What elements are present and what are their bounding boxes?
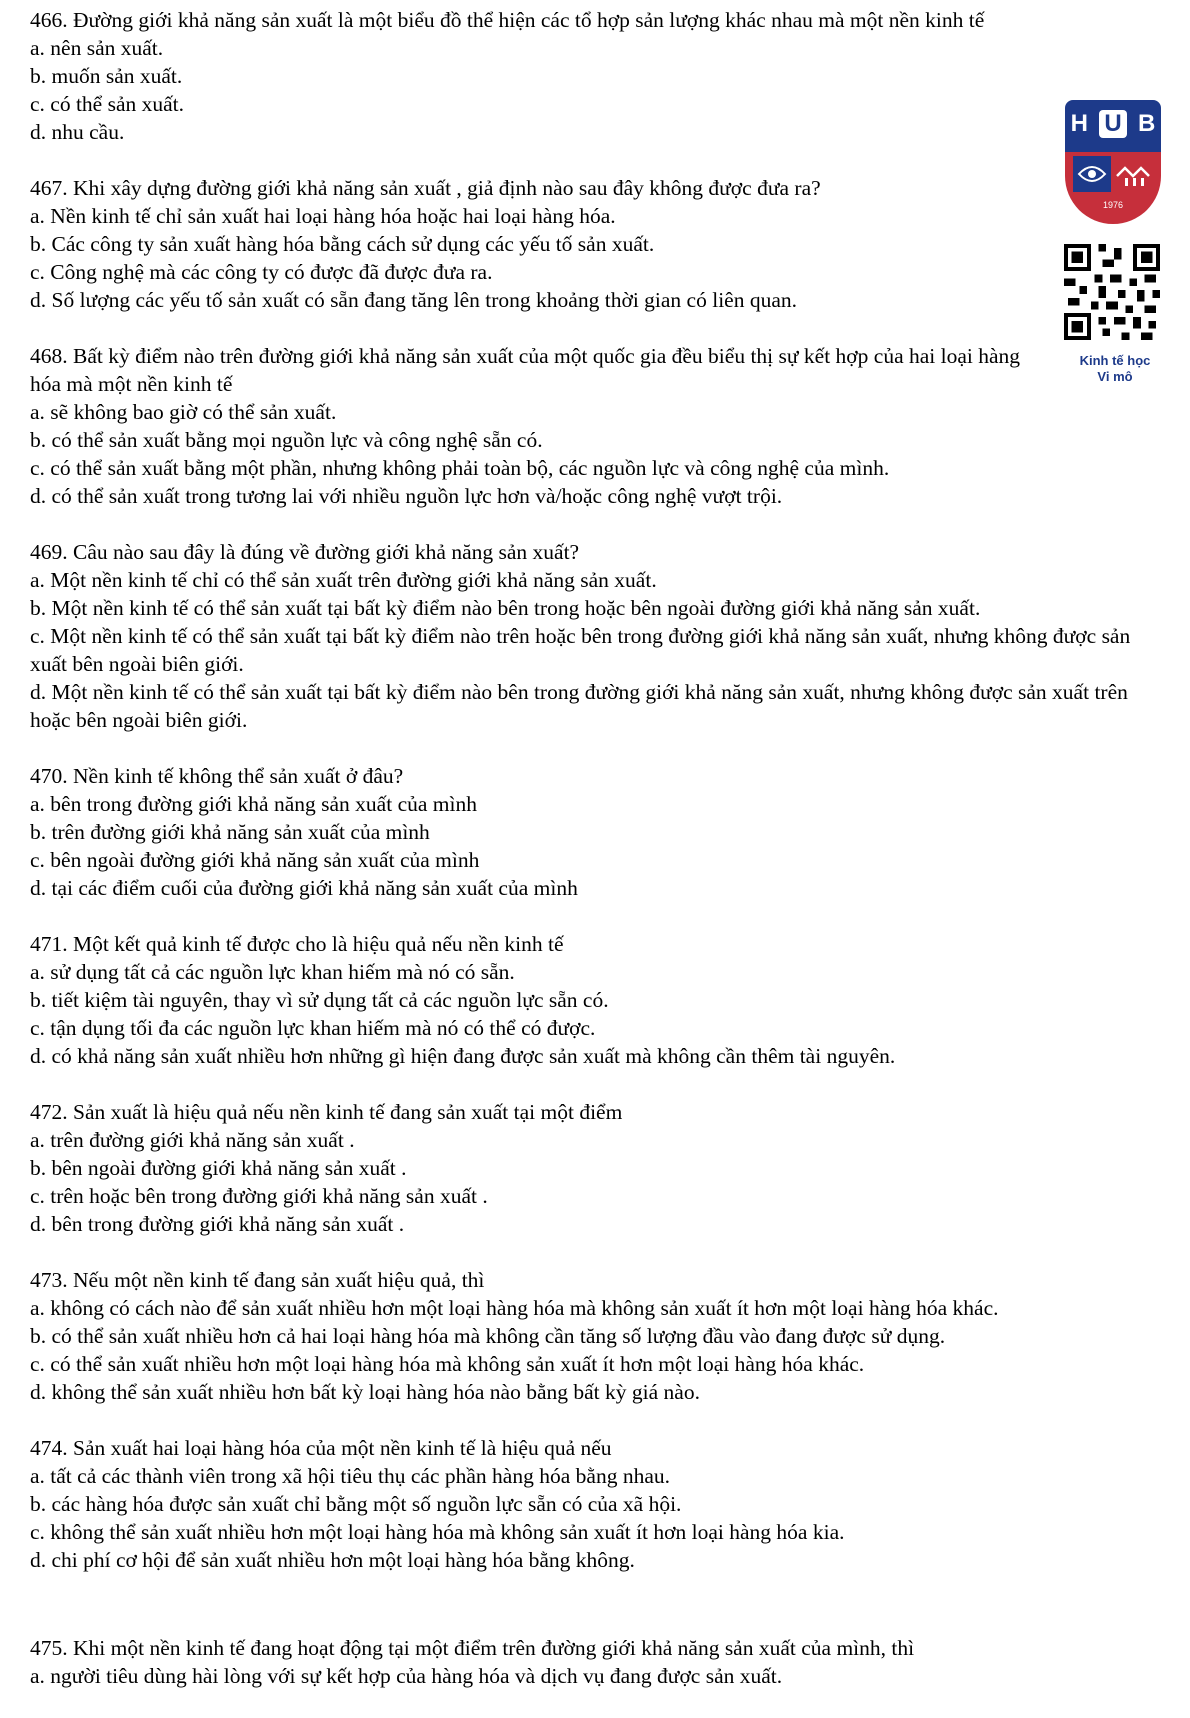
question-stem: 468. Bất kỳ điểm nào trên đường giới khả năng sản xuất của một quốc gia đều biểu thị sự kết hợp của hai loại hàng hóa mà một nền kinh tế [30, 344, 1021, 396]
option-c: c. Một nền kinh tế có thể sản xuất tại bất kỳ điểm nào trên hoặc bên trong đường giới khả năng sản xuất, nhưng không được sản xuất bên ngoài biên giới. [30, 624, 1131, 676]
option-c: c. tận dụng tối đa các nguồn lực khan hiếm mà nó có thể có được. [30, 1016, 596, 1040]
option-b: b. tiết kiệm tài nguyên, thay vì sử dụng tất cả các nguồn lực sẵn có. [30, 988, 609, 1012]
option-c: c. có thể sản xuất nhiều hơn một loại hàng hóa mà không sản xuất ít hơn một loại hàng hóa khác. [30, 1352, 865, 1376]
question-stem: 467. Khi xây dựng đường giới khả năng sản xuất , giả định nào sau đây không được đưa ra? [30, 176, 821, 200]
option-c: c. Công nghệ mà các công ty có được đã được đưa ra. [30, 260, 493, 284]
question-475 [30, 1634, 1170, 1690]
option-d: d. Số lượng các yếu tố sản xuất có sẵn đang tăng lên trong khoảng thời gian có liên quan. [30, 288, 798, 312]
option-c: c. có thể sản xuất bằng một phần, nhưng không phải toàn bộ, các nguồn lực và công nghệ của mình. [30, 456, 890, 480]
option-c: c. trên hoặc bên trong đường giới khả năng sản xuất . [30, 1184, 488, 1208]
question-stem: 473. Nếu một nền kinh tế đang sản xuất hiệu quả, thì [30, 1268, 485, 1292]
question-stem: 470. Nền kinh tế không thể sản xuất ở đâu? [30, 764, 404, 788]
question-stem: 474. Sản xuất hai loại hàng hóa của một nền kinh tế là hiệu quả nếu [30, 1436, 612, 1460]
question-stem: 472. Sản xuất là hiệu quả nếu nền kinh tế đang sản xuất tại một điểm [30, 1100, 623, 1124]
logo-letters: H U B [1070, 110, 1156, 137]
brand-sidebar [1060, 100, 1170, 385]
question-470 [30, 762, 1170, 902]
option-b: b. Một nền kinh tế có thể sản xuất tại bất kỳ điểm nào bên trong hoặc bên ngoài đường giới khả năng sản xuất. [30, 596, 981, 620]
option-b: b. muốn sản xuất. [30, 64, 183, 88]
course-title: Kinh tế học Vi mô [1079, 353, 1151, 384]
hub-logo [1065, 100, 1161, 224]
question-467 [30, 174, 1170, 314]
question-468 [30, 342, 1170, 510]
question-473 [30, 1266, 1170, 1406]
option-c: c. có thể sản xuất. [30, 92, 185, 116]
question-474 [30, 1434, 1170, 1574]
question-469 [30, 538, 1170, 734]
question-stem: 469. Câu nào sau đây là đúng về đường giới khả năng sản xuất? [30, 540, 580, 564]
option-b: b. trên đường giới khả năng sản xuất của mình [30, 820, 430, 844]
option-d: d. có thể sản xuất trong tương lai với nhiều nguồn lực hơn và/hoặc công nghệ vượt trội. [30, 484, 783, 508]
option-a: a. Một nền kinh tế chỉ có thể sản xuất trên đường giới khả năng sản xuất. [30, 568, 657, 592]
option-b: b. có thể sản xuất nhiều hơn cả hai loại hàng hóa mà không cần tăng số lượng đầu vào đang được sử dụng. [30, 1324, 946, 1348]
option-c: c. không thể sản xuất nhiều hơn một loại hàng hóa mà không sản xuất ít hơn loại hàng hóa kia. [30, 1520, 845, 1544]
option-d: d. nhu cầu. [30, 120, 125, 144]
question-stem: 475. Khi một nền kinh tế đang hoạt động tại một điểm trên đường giới khả năng sản xuất của mình, thì [30, 1636, 915, 1660]
option-d: d. tại các điểm cuối của đường giới khả năng sản xuất của mình [30, 876, 578, 900]
option-a: a. tất cả các thành viên trong xã hội tiêu thụ các phần hàng hóa bằng nhau. [30, 1464, 670, 1488]
option-a: a. trên đường giới khả năng sản xuất . [30, 1128, 355, 1152]
qr-code-icon [1064, 244, 1160, 340]
question-466 [30, 6, 1170, 146]
option-a: a. Nền kinh tế chỉ sản xuất hai loại hàng hóa hoặc hai loại hàng hóa. [30, 204, 616, 228]
option-d: d. chi phí cơ hội để sản xuất nhiều hơn một loại hàng hóa bằng không. [30, 1548, 635, 1572]
option-d: d. bên trong đường giới khả năng sản xuất . [30, 1212, 405, 1236]
option-b: b. Các công ty sản xuất hàng hóa bằng cách sử dụng các yếu tố sản xuất. [30, 232, 655, 256]
option-a: a. sẽ không bao giờ có thể sản xuất. [30, 400, 337, 424]
option-a: a. nên sản xuất. [30, 36, 164, 60]
question-sheet [30, 6, 1170, 1718]
option-b: b. các hàng hóa được sản xuất chỉ bằng một số nguồn lực sẵn có của xã hội. [30, 1492, 682, 1516]
option-d: d. không thể sản xuất nhiều hơn bất kỳ loại hàng hóa nào bằng bất kỳ giá nào. [30, 1380, 700, 1404]
question-stem: 466. Đường giới khả năng sản xuất là một biểu đồ thể hiện các tổ hợp sản lượng khác nhau mà một nền kinh tế [30, 8, 985, 32]
option-d: d. Một nền kinh tế có thể sản xuất tại bất kỳ điểm nào bên trong đường giới khả năng sản xuất, nhưng không được sản xuất trên hoặc bên ngoài biên giới. [30, 680, 1128, 732]
option-b: b. bên ngoài đường giới khả năng sản xuất . [30, 1156, 407, 1180]
option-a: a. sử dụng tất cả các nguồn lực khan hiếm mà nó có sẵn. [30, 960, 515, 984]
option-a: a. bên trong đường giới khả năng sản xuất của mình [30, 792, 477, 816]
option-c: c. bên ngoài đường giới khả năng sản xuất của mình [30, 848, 480, 872]
question-471 [30, 930, 1170, 1070]
option-a: a. người tiêu dùng hài lòng với sự kết hợp của hàng hóa và dịch vụ đang được sản xuất. [30, 1664, 783, 1688]
logo-emblem-icon [1073, 156, 1153, 192]
question-stem: 471. Một kết quả kinh tế được cho là hiệu quả nếu nền kinh tế [30, 932, 564, 956]
option-a: a. không có cách nào để sản xuất nhiều hơn một loại hàng hóa mà không sản xuất ít hơn một loại hàng hóa khác. [30, 1296, 999, 1320]
option-d: d. có khả năng sản xuất nhiều hơn những gì hiện đang được sản xuất mà không cần thêm tài nguyên. [30, 1044, 896, 1068]
logo-year: 1976 [1102, 200, 1124, 210]
question-472 [30, 1098, 1170, 1238]
option-b: b. có thể sản xuất bằng mọi nguồn lực và công nghệ sẵn có. [30, 428, 543, 452]
